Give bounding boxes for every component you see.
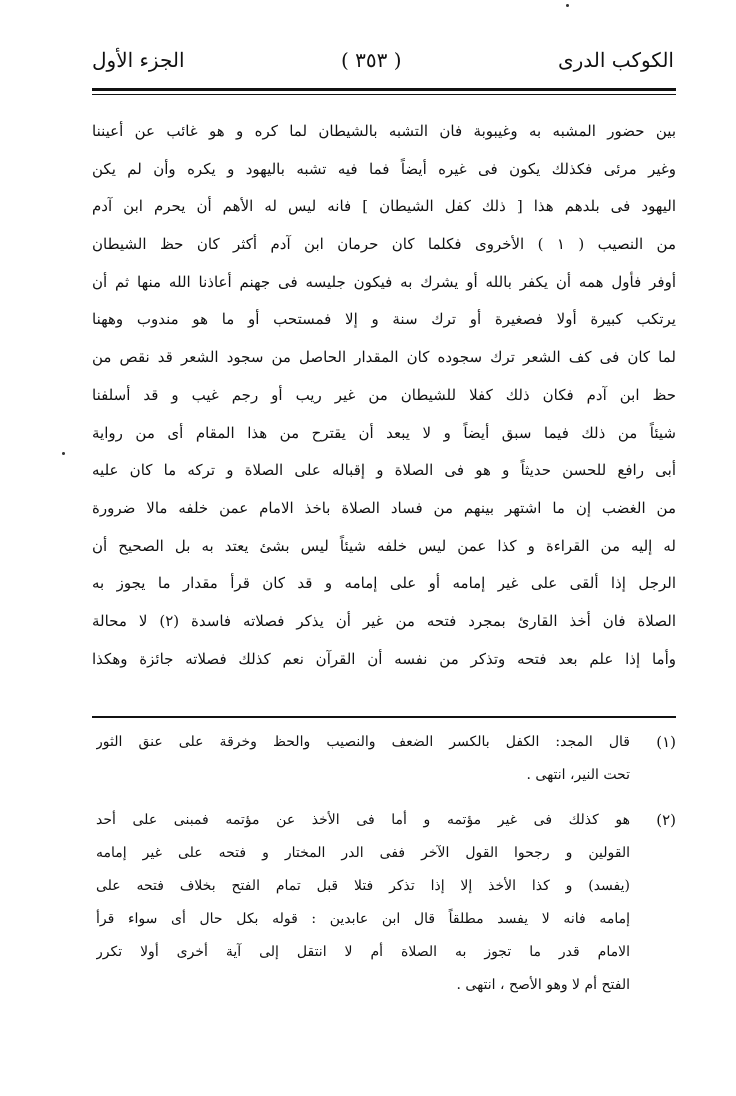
text-line: أبى رافع للحسن حديثاً و هو فى الصلاة و إقباله على الصلاة و تركه ما كان عليه xyxy=(92,461,676,480)
text-line: حظ ابن آدم فكان ذلك كفلا للشيطان من غير ريب أو رجم غيب و قد أسلفنا xyxy=(92,385,676,404)
text-line: لما كان فى كف الشعر ترك سجوده كان المقدار الحاصل من سجود الشعر قد نقص من xyxy=(92,348,676,367)
volume-label: الجزء الأول xyxy=(92,48,185,72)
footnote-line: هو كذلك فى غير مؤتمه و أما فى الأخذ عن مؤتمه فمبنى على أحد xyxy=(96,812,630,828)
footnote-line: الامام قدر ما تجوز به الصلاة أم لا انتقل إلى آية أخرى أولا تكرر xyxy=(96,944,630,960)
footnote-2 xyxy=(96,804,676,1002)
footnote-line: تحت النير، انتهى . xyxy=(526,767,630,783)
footnote-line: الفتح أم لا وهو الأصح ، انتهى . xyxy=(456,977,630,993)
text-line: بين حضور المشبه به وغيبوبة فان التشبه بالشيطان لما كره و هو غائب عن أعيننا xyxy=(92,122,676,140)
scan-speck xyxy=(62,452,65,455)
footnote-number: (٢) xyxy=(656,811,676,829)
text-line: الرجل إذا ألقى على غير إمامه أو على إمامه و قد كان قرأ مقدار ما يجوز به xyxy=(92,574,676,593)
footnotes xyxy=(96,726,676,1002)
main-text xyxy=(92,113,676,678)
scan-speck xyxy=(566,4,569,7)
text-line: من الغضب إن ما اشتهر بينهم من فساد الصلاة باخذ الامام عمن خلفه مالا ضرورة xyxy=(92,498,676,517)
header-rule-thin xyxy=(92,94,676,95)
footnote-number: (١) xyxy=(656,733,676,751)
text-line: من النصيب ( ١ ) الأخروى فكلما كان حرمان ابن آدم أكثر كان حظ الشيطان xyxy=(92,235,676,254)
book-title: الكوكب الدرى xyxy=(557,48,674,72)
footnote-1 xyxy=(96,726,676,792)
text-line: وغير مرئى فكذلك يكون فى غيره أيضاً فما فيه تشبه باليهود و يكره وأن لم يكن xyxy=(92,159,676,178)
text-line: وأما إذا علم بعد فتحه وتذكر من نفسه أن القرآن نعم كذلك فصلاته جائزة وهكذا xyxy=(92,649,676,668)
text-line: له إليه من القراءة و كذا عمن ليس خلفه شيئاً ليس بشئ يعتد به بل الصحيح أن xyxy=(92,536,676,555)
text-line: يرتكب كبيرة أولا فصغيرة أو ترك سنة و إلا فمستحب أو ما هو مندوب وههنا xyxy=(92,310,676,329)
page-number: ( ٣٥٣ ) xyxy=(340,48,402,72)
text-line: الصلاة فان أخذ القارئ بمجرد فتحه من غير أن يذكر فصلاته فاسدة (٢) لا محالة xyxy=(92,611,676,630)
footnote-line: (يفسد) و كذا الأخذ إلا إذا تذكر فتلا قبل تمام الفتح بخلاف فتحه على xyxy=(96,878,630,894)
footnote-rule xyxy=(92,716,676,718)
text-line: شيئاً من ذلك فيما سبق أيضاً و لا يبعد أن يقترح من هذا المقام أى من رواية xyxy=(92,423,676,442)
footnote-text xyxy=(96,726,630,792)
text-line: أوفر فأول همه أن يكفر بالله أو يشرك به فيكون جليسه فى جهنم أعاذنا الله منها ثم أن xyxy=(92,272,676,291)
footnote-line: قال المجد: الكفل بالكسر الضعف والنصيب والحظ وخرقة على عنق الثور xyxy=(96,734,630,750)
text-line: اليهود فى بلدهم هذا [ ذلك كفل الشيطان ] فانه ليس له الأهم أن يحرم ابن آدم xyxy=(92,197,676,216)
footnote-line: القولين و رجحوا القول الآخر ففى الدر المختار و فتحه على غير إمامه xyxy=(96,845,630,861)
header-rule-thick xyxy=(92,88,676,91)
running-header xyxy=(92,40,674,80)
footnote-line: إمامه فانه لا يفسد مطلقاً قال ابن عابدين : قوله بكل حال أى سواء قرأ xyxy=(96,911,630,927)
footnote-text xyxy=(96,804,630,1002)
